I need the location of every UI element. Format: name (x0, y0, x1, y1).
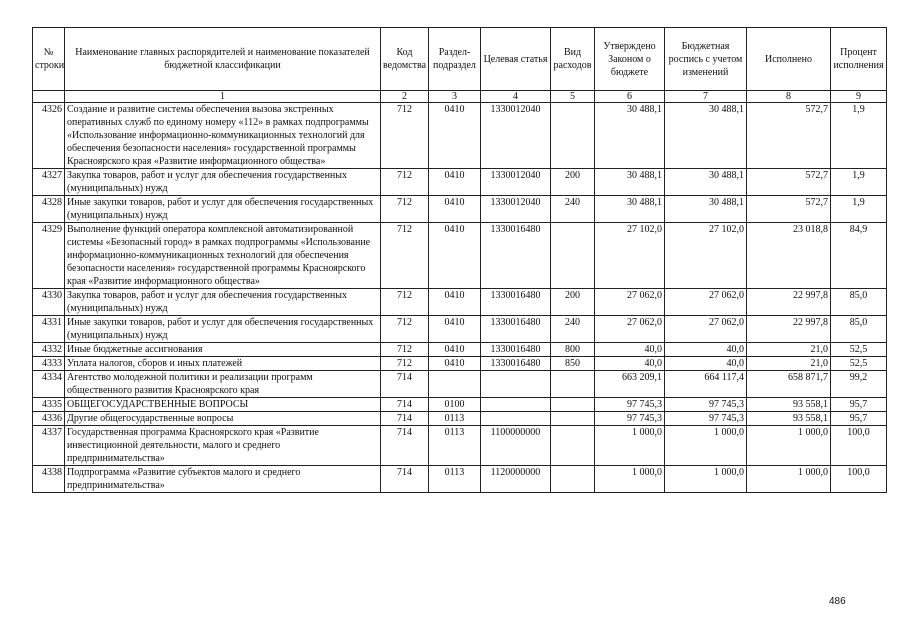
expense-type (551, 103, 595, 169)
table-row (33, 371, 887, 398)
dept-code: 712 (381, 343, 429, 357)
col-number (33, 91, 65, 103)
row-name: Иные бюджетные ассигнования (65, 343, 381, 357)
budget-amount: 1 000,0 (665, 466, 747, 493)
executed-amount: 1 000,0 (747, 426, 831, 466)
section-code: 0410 (429, 196, 481, 223)
header-name: Наименование главных распорядителей и наименование показателей бюджетной классификации (65, 28, 381, 91)
table-row (33, 412, 887, 426)
col-number: 1 (65, 91, 381, 103)
header-percent: Процент исполнения (831, 28, 887, 91)
table-row (33, 316, 887, 343)
percent-value: 1,9 (831, 103, 887, 169)
expense-type (551, 371, 595, 398)
row-number: 4330 (33, 289, 65, 316)
dept-code: 712 (381, 169, 429, 196)
header-section: Раздел-подраздел (429, 28, 481, 91)
target-article: 1330016480 (481, 289, 551, 316)
header-dept-code: Код ведомства (381, 28, 429, 91)
percent-value: 85,0 (831, 289, 887, 316)
approved-amount: 663 209,1 (595, 371, 665, 398)
col-number: 7 (665, 91, 747, 103)
header-budget-list: Бюджетная роспись с учетом изменений (665, 28, 747, 91)
section-code: 0410 (429, 316, 481, 343)
budget-amount: 1 000,0 (665, 426, 747, 466)
row-name: Государственная программа Красноярского края «Развитие инвестиционной деятельности, малого и среднего предпринимательства» (65, 426, 381, 466)
target-article: 1100000000 (481, 426, 551, 466)
approved-amount: 30 488,1 (595, 196, 665, 223)
expense-type: 800 (551, 343, 595, 357)
target-article (481, 398, 551, 412)
executed-amount: 93 558,1 (747, 412, 831, 426)
executed-amount: 22 997,8 (747, 289, 831, 316)
percent-value: 1,9 (831, 169, 887, 196)
col-number: 5 (551, 91, 595, 103)
table-row (33, 289, 887, 316)
section-code: 0113 (429, 412, 481, 426)
section-code: 0100 (429, 398, 481, 412)
target-article (481, 371, 551, 398)
row-number: 4326 (33, 103, 65, 169)
expense-type: 240 (551, 316, 595, 343)
row-name: ОБЩЕГОСУДАРСТВЕННЫЕ ВОПРОСЫ (65, 398, 381, 412)
section-code: 0113 (429, 466, 481, 493)
approved-amount: 40,0 (595, 343, 665, 357)
expense-type (551, 398, 595, 412)
executed-amount: 572,7 (747, 103, 831, 169)
approved-amount: 40,0 (595, 357, 665, 371)
section-code: 0113 (429, 426, 481, 466)
row-name: Другие общегосударственные вопросы (65, 412, 381, 426)
approved-amount: 1 000,0 (595, 426, 665, 466)
expense-type (551, 426, 595, 466)
section-code: 0410 (429, 103, 481, 169)
row-number: 4334 (33, 371, 65, 398)
budget-amount: 97 745,3 (665, 412, 747, 426)
approved-amount: 27 062,0 (595, 316, 665, 343)
table-row (33, 398, 887, 412)
budget-amount: 27 102,0 (665, 223, 747, 289)
dept-code: 714 (381, 371, 429, 398)
dept-code: 712 (381, 196, 429, 223)
table-row (33, 196, 887, 223)
dept-code: 712 (381, 357, 429, 371)
budget-amount: 30 488,1 (665, 196, 747, 223)
approved-amount: 97 745,3 (595, 412, 665, 426)
budget-amount: 27 062,0 (665, 289, 747, 316)
row-name: Иные закупки товаров, работ и услуг для обеспечения государственных (муниципальных) нужд (65, 316, 381, 343)
row-name: Уплата налогов, сборов и иных платежей (65, 357, 381, 371)
expense-type: 200 (551, 289, 595, 316)
header-row (33, 28, 887, 91)
row-number: 4335 (33, 398, 65, 412)
target-article: 1120000000 (481, 466, 551, 493)
expense-type (551, 223, 595, 289)
col-number: 3 (429, 91, 481, 103)
section-code: 0410 (429, 223, 481, 289)
column-number-row (33, 91, 887, 103)
row-name: Иные закупки товаров, работ и услуг для обеспечения государственных (муниципальных) нужд (65, 196, 381, 223)
executed-amount: 23 018,8 (747, 223, 831, 289)
row-number: 4337 (33, 426, 65, 466)
dept-code: 712 (381, 103, 429, 169)
executed-amount: 658 871,7 (747, 371, 831, 398)
executed-amount: 93 558,1 (747, 398, 831, 412)
percent-value: 85,0 (831, 316, 887, 343)
row-number: 4336 (33, 412, 65, 426)
row-number: 4332 (33, 343, 65, 357)
table-row (33, 343, 887, 357)
section-code: 0410 (429, 357, 481, 371)
table-row (33, 223, 887, 289)
percent-value: 95,7 (831, 412, 887, 426)
executed-amount: 572,7 (747, 196, 831, 223)
row-name: Выполнение функций оператора комплексной автоматизированной системы «Безопасный город» в рамках подпрограммы «Использование информационно-коммуникационных технологий для обеспечения безопасности населения» государственной программы Красноярского края «Развитие информационного общества» (65, 223, 381, 289)
table-row (33, 466, 887, 493)
budget-amount: 40,0 (665, 343, 747, 357)
approved-amount: 27 102,0 (595, 223, 665, 289)
target-article: 1330016480 (481, 357, 551, 371)
section-code: 0410 (429, 343, 481, 357)
percent-value: 52,5 (831, 357, 887, 371)
header-executed: Исполнено (747, 28, 831, 91)
dept-code: 714 (381, 412, 429, 426)
target-article: 1330012040 (481, 169, 551, 196)
col-number: 9 (831, 91, 887, 103)
col-number: 8 (747, 91, 831, 103)
percent-value: 99,2 (831, 371, 887, 398)
percent-value: 95,7 (831, 398, 887, 412)
dept-code: 712 (381, 223, 429, 289)
dept-code: 714 (381, 398, 429, 412)
approved-amount: 27 062,0 (595, 289, 665, 316)
row-number: 4333 (33, 357, 65, 371)
percent-value: 84,9 (831, 223, 887, 289)
budget-amount: 30 488,1 (665, 103, 747, 169)
budget-amount: 97 745,3 (665, 398, 747, 412)
row-number: 4338 (33, 466, 65, 493)
row-name: Агентство молодежной политики и реализации программ общественного развития Красноярского края (65, 371, 381, 398)
col-number: 2 (381, 91, 429, 103)
approved-amount: 97 745,3 (595, 398, 665, 412)
budget-amount: 664 117,4 (665, 371, 747, 398)
row-number: 4328 (33, 196, 65, 223)
approved-amount: 1 000,0 (595, 466, 665, 493)
budget-amount: 40,0 (665, 357, 747, 371)
header-target: Целевая статья (481, 28, 551, 91)
target-article: 1330016480 (481, 223, 551, 289)
table-row (33, 103, 887, 169)
section-code: 0410 (429, 169, 481, 196)
expense-type: 200 (551, 169, 595, 196)
budget-amount: 30 488,1 (665, 169, 747, 196)
row-name: Создание и развитие системы обеспечения вызова экстренных оперативных служб по единому номеру «112» в рамках подпрограммы «Использование информационно-коммуникационных технологий для обеспечения безопасности населения» государственной программы Красноярского края «Развитие информационного общества» (65, 103, 381, 169)
row-name: Закупка товаров, работ и услуг для обеспечения государственных (муниципальных) нужд (65, 289, 381, 316)
percent-value: 52,5 (831, 343, 887, 357)
table-row (33, 426, 887, 466)
table-row (33, 169, 887, 196)
executed-amount: 572,7 (747, 169, 831, 196)
expense-type (551, 466, 595, 493)
budget-amount: 27 062,0 (665, 316, 747, 343)
percent-value: 1,9 (831, 196, 887, 223)
header-expense-type: Вид расходов (551, 28, 595, 91)
executed-amount: 21,0 (747, 357, 831, 371)
dept-code: 714 (381, 466, 429, 493)
header-row-no: № строки (33, 28, 65, 91)
col-number: 4 (481, 91, 551, 103)
dept-code: 712 (381, 316, 429, 343)
executed-amount: 22 997,8 (747, 316, 831, 343)
percent-value: 100,0 (831, 426, 887, 466)
dept-code: 712 (381, 289, 429, 316)
target-article: 1330016480 (481, 316, 551, 343)
executed-amount: 21,0 (747, 343, 831, 357)
approved-amount: 30 488,1 (595, 103, 665, 169)
col-number: 6 (595, 91, 665, 103)
target-article: 1330012040 (481, 196, 551, 223)
header-approved: Утверждено Законом о бюджете (595, 28, 665, 91)
row-name: Подпрограмма «Развитие субъектов малого и среднего предпринимательства» (65, 466, 381, 493)
section-code: 0410 (429, 289, 481, 316)
percent-value: 100,0 (831, 466, 887, 493)
row-number: 4329 (33, 223, 65, 289)
target-article: 1330012040 (481, 103, 551, 169)
row-number: 4331 (33, 316, 65, 343)
expense-type: 850 (551, 357, 595, 371)
approved-amount: 30 488,1 (595, 169, 665, 196)
expense-type: 240 (551, 196, 595, 223)
executed-amount: 1 000,0 (747, 466, 831, 493)
row-name: Закупка товаров, работ и услуг для обеспечения государственных (муниципальных) нужд (65, 169, 381, 196)
budget-table (32, 27, 887, 493)
table-row (33, 357, 887, 371)
section-code (429, 371, 481, 398)
row-number: 4327 (33, 169, 65, 196)
target-article: 1330016480 (481, 343, 551, 357)
expense-type (551, 412, 595, 426)
target-article (481, 412, 551, 426)
page-number: 486 (829, 596, 846, 607)
dept-code: 714 (381, 426, 429, 466)
